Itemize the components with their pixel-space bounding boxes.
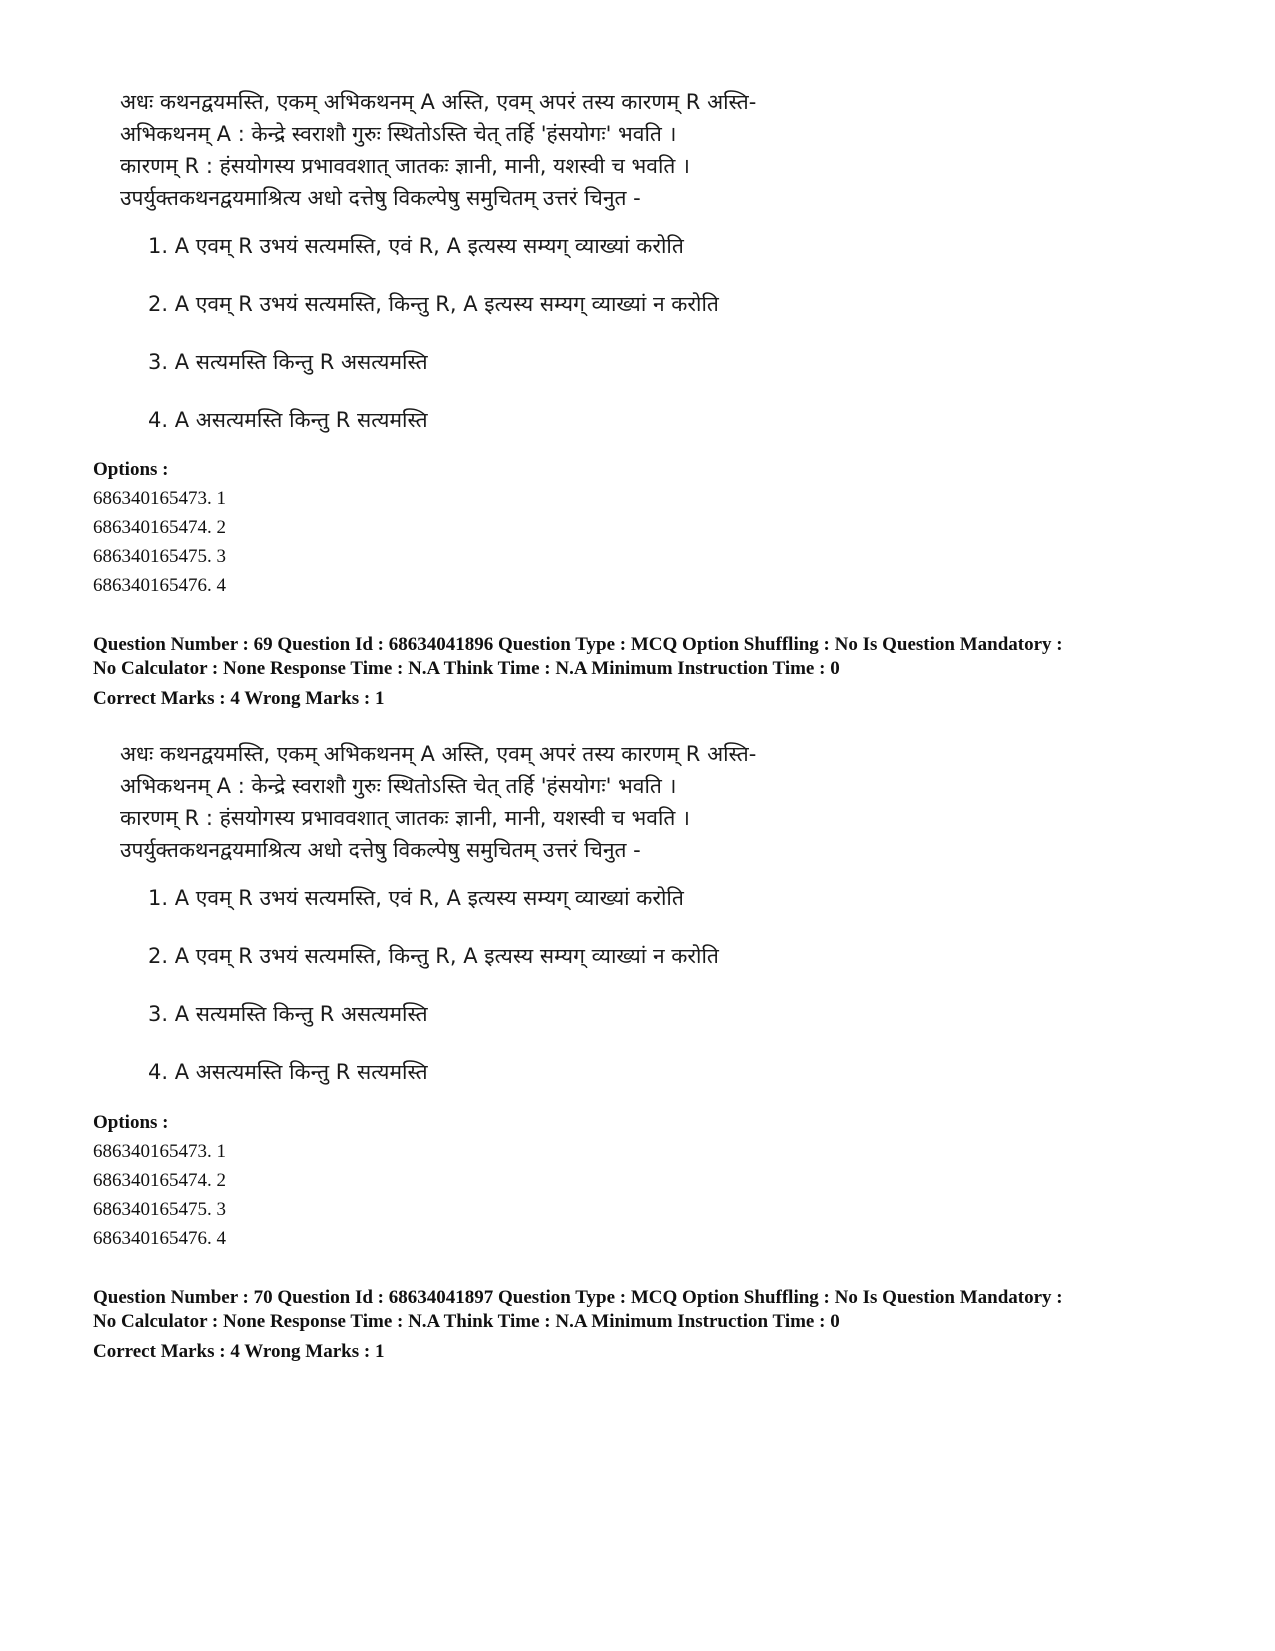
answer-choice: 3. A सत्यमस्ति किन्तु R असत्यमस्ति (148, 350, 428, 374)
answer-choice: 1. A एवम् R उभयं सत्यमस्ति, एवं R, A इत्यस्य सम्यग् व्याख्यां करोति (148, 886, 684, 910)
meta-line: Question Number : 70 Question Id : 68634041897 Question Type : MCQ Option Shuffling : No Is Question Mandatory : (93, 1287, 1063, 1308)
option-id: 686340165474. 2 (93, 517, 226, 538)
question-meta (93, 1286, 1213, 1364)
options-list (93, 455, 226, 600)
option-id: 686340165475. 3 (93, 1199, 226, 1220)
answer-choice: 3. A सत्यमस्ति किन्तु R असत्यमस्ति (148, 1002, 428, 1026)
question-line: अधः कथनद्वयमस्ति, एकम् अभिकथनम् A अस्ति, एवम् अपरं तस्य कारणम् R अस्ति- (120, 742, 757, 766)
option-id: 686340165476. 4 (93, 575, 226, 596)
answer-choice: 4. A असत्यमस्ति किन्तु R सत्यमस्ति (148, 1060, 428, 1084)
question-line: अभिकथनम् A : केन्द्रे स्वराशौ गुरुः स्थितोऽस्ति चेत् तर्हि 'हंसयोगः' भवति । (120, 774, 677, 798)
option-id: 686340165474. 2 (93, 1170, 226, 1191)
meta-line: No Calculator : None Response Time : N.A Think Time : N.A Minimum Instruction Time : 0 (93, 658, 840, 679)
question-line: कारणम् R : हंसयोगस्य प्रभाववशात् जातकः ज्ञानी, मानी, यशस्वी च भवति । (120, 154, 691, 178)
marks-line: Correct Marks : 4 Wrong Marks : 1 (93, 688, 385, 709)
question-line: उपर्युक्तकथनद्वयमाश्रित्य अधो दत्तेषु विकल्पेषु समुचितम् उत्तरं चिनुत - (120, 838, 641, 862)
marks-line: Correct Marks : 4 Wrong Marks : 1 (93, 1341, 385, 1362)
option-id: 686340165473. 1 (93, 488, 226, 509)
options-title: Options : (93, 1112, 169, 1133)
question-meta (93, 633, 1213, 711)
answer-choices (120, 882, 756, 1114)
answer-choices (120, 230, 756, 462)
options-title: Options : (93, 459, 169, 480)
option-id: 686340165476. 4 (93, 1228, 226, 1249)
answer-choice: 2. A एवम् R उभयं सत्यमस्ति, किन्तु R, A इत्यस्य सम्यग् व्याख्यां न करोति (148, 292, 719, 316)
option-id: 686340165475. 3 (93, 546, 226, 567)
meta-line: Question Number : 69 Question Id : 68634041896 Question Type : MCQ Option Shuffling : No Is Question Mandatory : (93, 634, 1063, 655)
question-line: कारणम् R : हंसयोगस्य प्रभाववशात् जातकः ज्ञानी, मानी, यशस्वी च भवति । (120, 806, 691, 830)
question-line: अभिकथनम् A : केन्द्रे स्वराशौ गुरुः स्थितोऽस्ति चेत् तर्हि 'हंसयोगः' भवति । (120, 122, 677, 146)
option-id: 686340165473. 1 (93, 1141, 226, 1162)
options-list (93, 1108, 226, 1253)
meta-line: No Calculator : None Response Time : N.A Think Time : N.A Minimum Instruction Time : 0 (93, 1311, 840, 1332)
question-line: उपर्युक्तकथनद्वयमाश्रित्य अधो दत्तेषु विकल्पेषु समुचितम् उत्तरं चिनुत - (120, 186, 641, 210)
question-line: अधः कथनद्वयमस्ति, एकम् अभिकथनम् A अस्ति, एवम् अपरं तस्य कारणम् R अस्ति- (120, 90, 757, 114)
question-text-block (120, 86, 756, 462)
answer-choice: 2. A एवम् R उभयं सत्यमस्ति, किन्तु R, A इत्यस्य सम्यग् व्याख्यां न करोति (148, 944, 719, 968)
answer-choice: 1. A एवम् R उभयं सत्यमस्ति, एवं R, A इत्यस्य सम्यग् व्याख्यां करोति (148, 234, 684, 258)
question-text-block (120, 738, 756, 1114)
answer-choice: 4. A असत्यमस्ति किन्तु R सत्यमस्ति (148, 408, 428, 432)
